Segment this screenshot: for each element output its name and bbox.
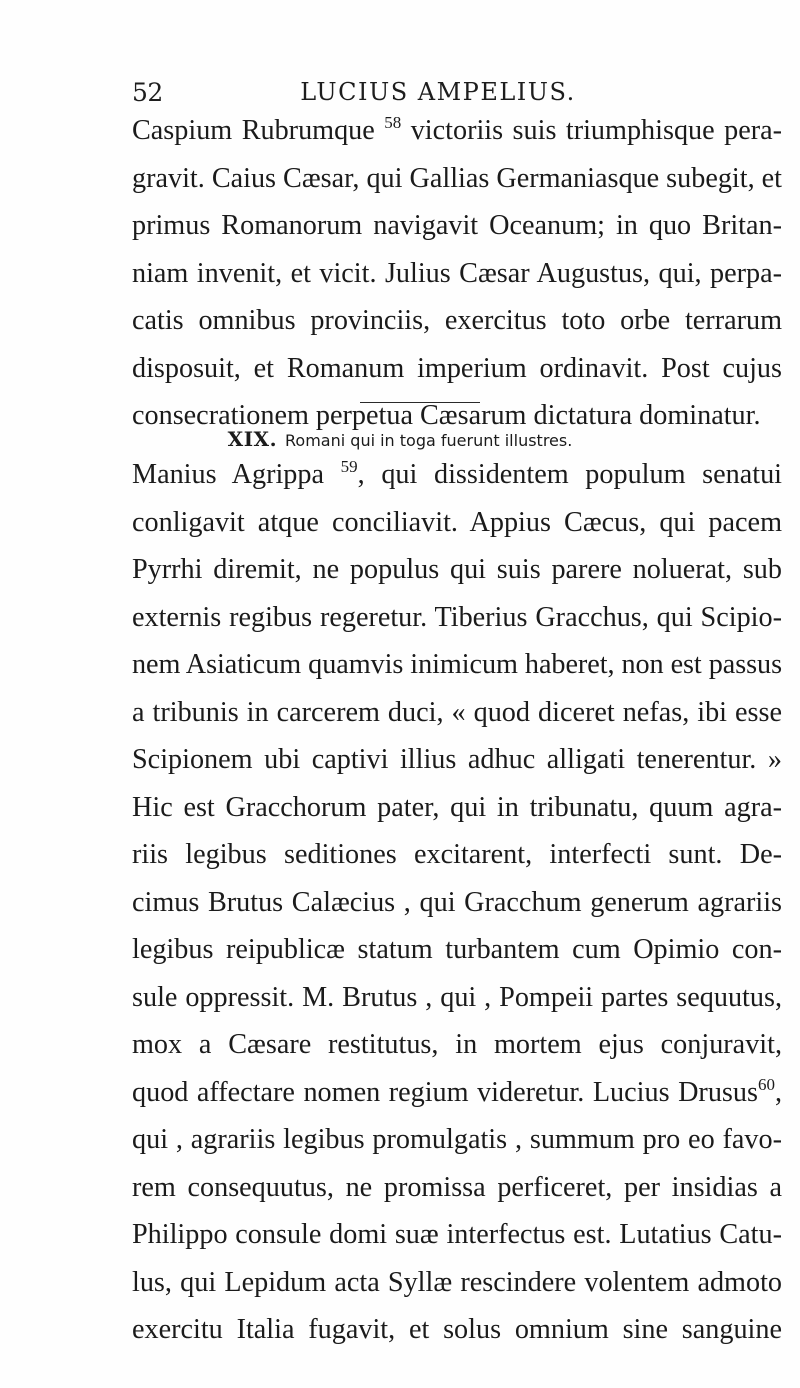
footnote-marker: 60	[757, 1074, 775, 1094]
text-line: Manius Agrippa $^{59}$, qui dissidentem populum senatui	[132, 457, 782, 490]
running-title: LUCIUS AMPELIUS.	[300, 78, 576, 106]
text-line: Pyrrhi diremit, ne populus qui suis parere noluerat, sub	[132, 554, 782, 585]
text-line: cimus Brutus Calæcius , qui Gracchum generum agrariis	[132, 886, 782, 918]
text-line: a tribunis in carcerem duci, « quod diceret nefas, ibi esse	[132, 696, 782, 728]
text-line: Hic est Gracchorum pater, qui in tribunatu, quum agra-	[132, 791, 782, 823]
text-line: riis legibus seditiones excitarent, interfecti sunt. De-	[132, 839, 782, 870]
text-line: qui , agrariis legibus promulgatis , summum pro eo favo-	[132, 1124, 782, 1155]
text-line: conligavit atque conciliavit. Appius Cæcus, qui pacem	[132, 506, 782, 538]
text-line: nem Asiaticum quamvis inimicum haberet, non est passus	[132, 649, 782, 680]
text-line: Caspium Rubrumque $^{58}$ victoriis suis triumphisque pera-	[132, 113, 782, 146]
section-divider	[360, 402, 480, 403]
page-number: 52	[132, 78, 163, 107]
text-line: niam invenit, et vicit. Julius Cæsar Augustus, qui, perpa-	[132, 257, 782, 289]
text-line: legibus reipublicæ statum turbantem cum Opimio con-	[132, 934, 782, 965]
text-line: disposuit, et Romanum imperium ordinavit. Post cujus	[132, 352, 782, 384]
text-line: gravit. Caius Cæsar, qui Gallias Germaniasque subegit, et	[132, 162, 782, 194]
paragraph-romani-illustres	[132, 451, 782, 1354]
text-line: catis omnibus provinciis, exercitus toto orbe terrarum	[132, 305, 782, 336]
text-line: sule oppressit. M. Brutus , qui , Pompeii partes sequutus,	[132, 981, 782, 1013]
text-line: Philippo consule domi suæ interfectus est. Lutatius Catu-	[132, 1219, 782, 1250]
section-title: Romani qui in toga fuerunt illustres.	[285, 431, 573, 450]
footnote-marker: 58	[384, 113, 402, 132]
text-line: mox a Cæsare restitutus, in mortem ejus conjuravit,	[132, 1029, 782, 1060]
text-line: externis regibus regeretur. Tiberius Gracchus, qui Scipio-	[132, 601, 782, 633]
text-line: consecrationem perpetua Cæsarum dictatura dominatur.	[132, 400, 761, 431]
text-line: lus, qui Lepidum acta Syllæ rescindere volentem admoto	[132, 1266, 782, 1298]
footnote-marker: 59	[340, 457, 358, 476]
text-line: primus Romanorum navigavit Oceanum; in quo Britan-	[132, 210, 782, 241]
text-line: quod affectare nomen regium videretur. Lucius Drusus$^{60}$,	[132, 1074, 782, 1108]
section-number: XIX.	[227, 427, 278, 451]
paragraph-caesars	[132, 107, 782, 440]
text-line: Scipionem ubi captivi illius adhuc alligati tenerentur. »	[132, 744, 782, 775]
text-line: exercitu Italia fugavit, et solus omnium sine sanguine	[132, 1314, 782, 1345]
text-line: rem consequutus, ne promissa perficeret, per insidias a	[132, 1171, 782, 1203]
